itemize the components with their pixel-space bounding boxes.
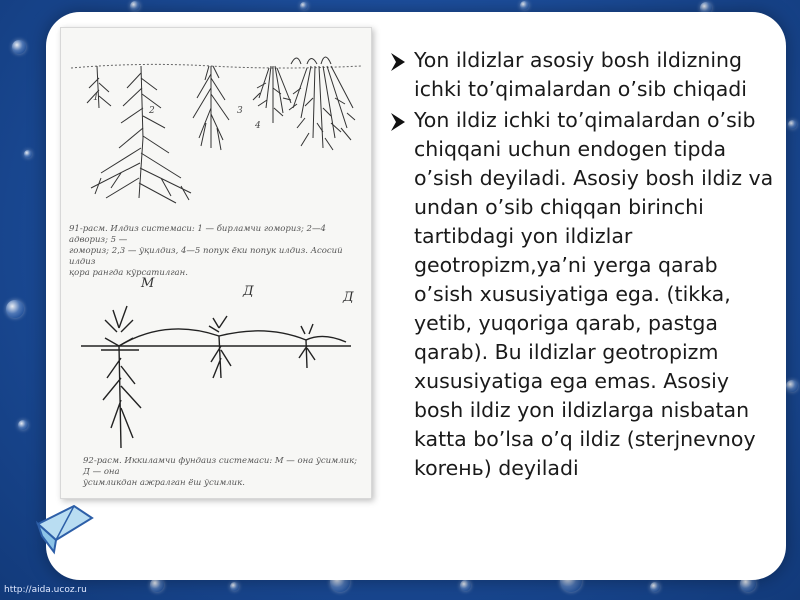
caption-line: гомориз; 2,3 — ўқилдиз, 4—5 попук ёки попук илдиз. Асосий илдиз [69,246,343,267]
label-daughter-plant-2: Д [343,290,354,305]
figure-91-caption [69,224,365,279]
label-mother-plant: М [141,276,155,291]
caption-line: ўсимликдан ажралган ёш ўсимлик. [83,478,245,488]
footer-url: http://aida.ucoz.ru [4,585,87,595]
caption-line: қора рангда кўрсатилган. [69,268,188,278]
figure-92-caption [83,456,363,489]
bullet-text: Yon ildizlar asosiy bosh ildizning ichki to’qimalardan o’sib chiqadi [414,48,747,101]
label-daughter-plant-1: Д [243,284,254,299]
figure-number-4: 4 [255,121,261,131]
bullet-text: Yon ildiz ichki to’qimalardan o’sib chiqqani uchun endogen tipda o’sish deyiladi. Asosiy bosh ildiz va undan o’sib chiqqan birinchi tartibdagi yon ildizlar geotropizm,ya’ni yerga qarab o’sish xususiyatiga ega. (tikka, yetib, yuqoriga qarab, pastga qarab). Bu ildizlar geotropizm xususiyatiga ega emas. Asosiy bosh ildiz yon ildizlarga nisbatan katta bo’lsa o’q ildiz (sterjnevnoy koreнь) deyiladi [414,108,774,480]
figure-scan [60,27,372,499]
figure-number-3: 3 [237,106,243,116]
bullet-list [388,46,778,485]
caption-line: 91-расм. Илдиз системаси: 1 — бирламчи гомориз; 2—4 адвориз; 5 — [69,224,326,245]
arrow-bullet-icon [388,106,408,135]
caption-line: 92-расм. Иккиламчи фундаиз системаси: М — она ўсимлик; Д — она [83,456,358,477]
arrow-bullet-icon [388,46,408,75]
bullet-item [388,46,778,104]
bullet-item [388,106,778,483]
paper-plane-icon [34,496,100,556]
figure-number-1: 1 [93,93,99,103]
figure-number-2: 2 [149,106,155,116]
